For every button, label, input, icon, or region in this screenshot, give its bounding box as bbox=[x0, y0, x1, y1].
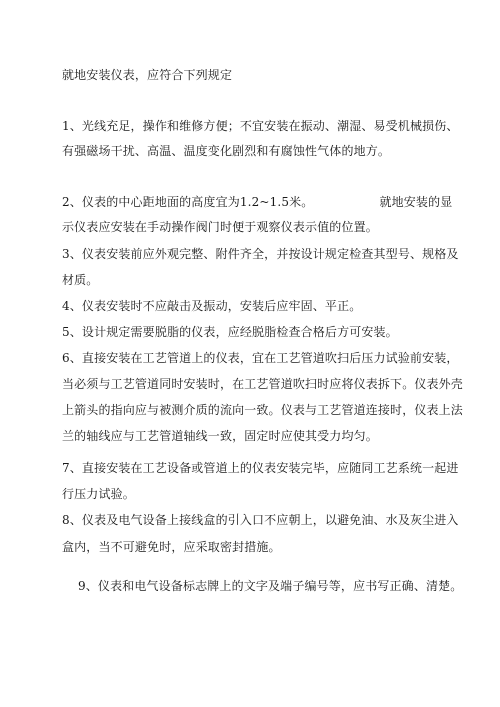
item-2-text-a: 2、仪表的中心距地面的高度宜为1.2~1.5米。 bbox=[62, 195, 314, 209]
item-1-line-2: 有强磁场干扰、高温、温度变化剧烈和有腐蚀性气体的地方。 bbox=[62, 144, 391, 158]
item-2-text-b: 就地安装的显 bbox=[379, 195, 453, 209]
item-3-line-1: 3、仪表安装前应外观完整、附件齐全，并按设计规定检查其型号、规格及 bbox=[62, 247, 459, 261]
item-7-line-2: 行压力试验。 bbox=[62, 487, 135, 501]
item-6-line-1: 6、直接安装在工艺管道上的仪表，宜在工艺管道吹扫后压力试验前安装， bbox=[62, 351, 459, 365]
item-2-line-2: 示仪表应安装在手动操作阀门时便于观察仪表示值的位置。 bbox=[62, 220, 378, 234]
item-7-line-1: 7、直接安装在工艺设备或管道上的仪表安装完毕，应随同工艺系统一起进 bbox=[62, 461, 459, 475]
item-3-line-2: 材质。 bbox=[62, 273, 99, 287]
item-8-line-1: 8、仪表及电气设备上接线盒的引入口不应朝上，以避免油、水及灰尘进入 bbox=[62, 513, 459, 527]
item-8-line-2: 盒内，当不可避免时，应采取密封措施。 bbox=[62, 540, 281, 554]
item-4-line-1: 4、仪表安装时不应敲击及振动，安装后应牢固、平正。 bbox=[62, 299, 362, 313]
item-5-line-1: 5、设计规定需要脱脂的仪表，应经脱脂检查合格后方可安装。 bbox=[62, 325, 398, 339]
item-6-line-2: 当必须与工艺管道同时安装时，在工艺管道吹扫时应将仪表拆下。仪表外壳 bbox=[62, 377, 463, 391]
section-heading: 就地安装仪表，应符合下列规定 bbox=[62, 68, 233, 82]
item-2-line-1 bbox=[62, 195, 452, 209]
item-6-line-4: 兰的轴线应与工艺管道轴线一致，固定时应使其受力均匀。 bbox=[62, 429, 378, 443]
item-1-line-1: 1、光线充足，操作和维修方便；不宜安装在振动、潮湿、易受机械损伤、 bbox=[62, 119, 459, 133]
item-9-line-1: 9、仪表和电气设备标志牌上的文字及端子编号等，应书写正确、清楚。 bbox=[78, 579, 463, 593]
item-6-line-3: 上箭头的指向应与被测介质的流向一致。仪表与工艺管道连接时，仪表上法 bbox=[62, 403, 463, 417]
